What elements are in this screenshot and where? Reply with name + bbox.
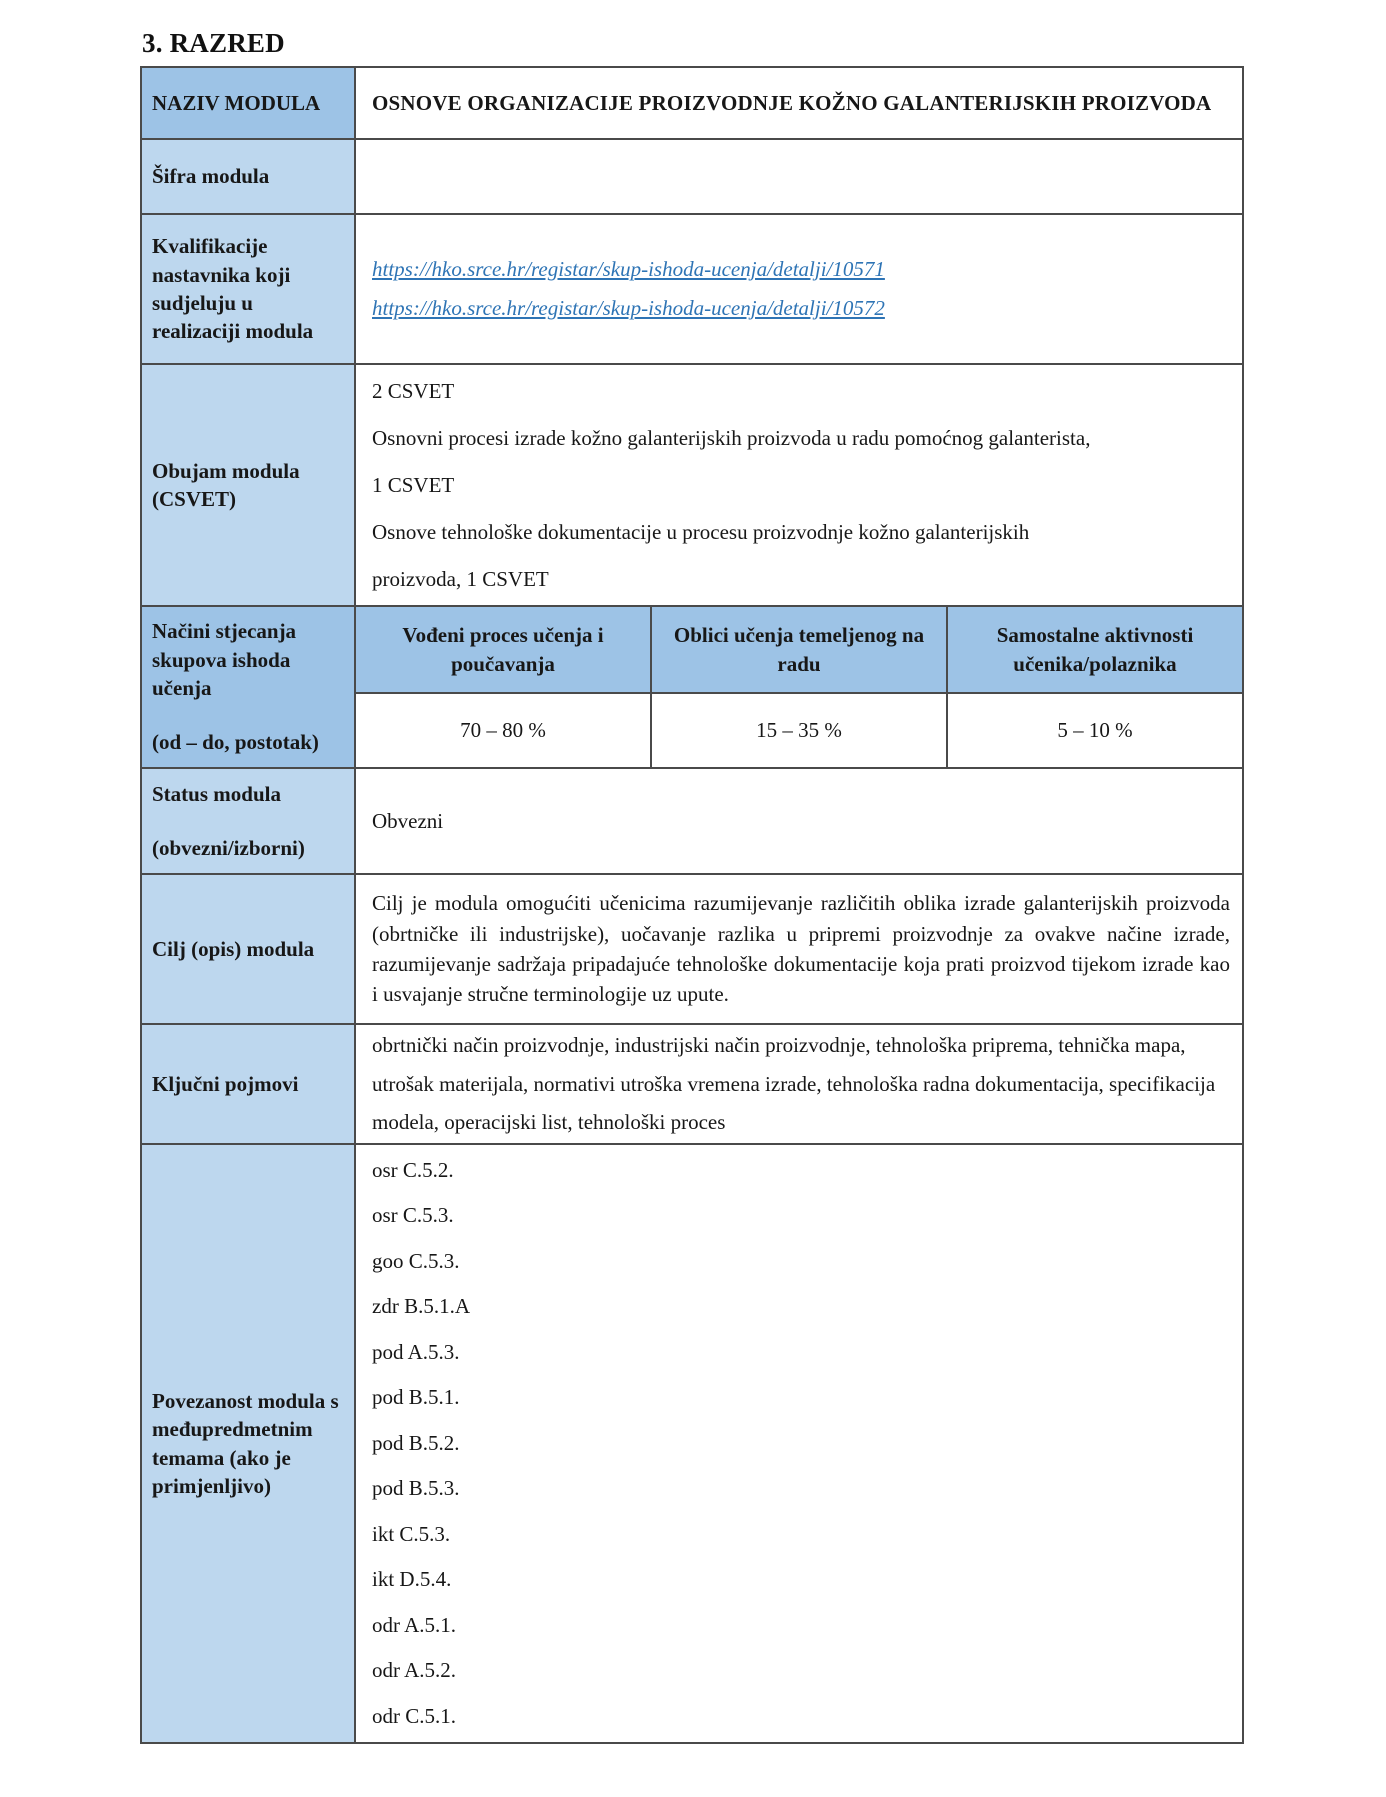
- obujam-line-5: proizvoda, 1 CSVET: [372, 566, 549, 591]
- nacini-col-samostalne-value: 5 – 10 %: [948, 694, 1242, 767]
- row-nacini-stjecanja: [142, 607, 1242, 769]
- obujam-line-1: 2 CSVET: [372, 378, 455, 403]
- povezanost-item: osr C.5.3.: [372, 1203, 454, 1228]
- row-obujam-modula: [142, 365, 1242, 607]
- module-table: [140, 66, 1244, 1744]
- povezanost-item: odr C.5.1.: [372, 1703, 456, 1728]
- povezanost-item: pod B.5.2.: [372, 1430, 460, 1455]
- nacini-label-sub: (od – do, postotak): [152, 730, 319, 755]
- povezanost-item: ikt D.5.4.: [372, 1567, 452, 1592]
- row-kljucni-pojmovi: [142, 1025, 1242, 1145]
- nacini-col-oblici-value: 15 – 35 %: [652, 694, 946, 767]
- status-label-main: Status modula: [152, 781, 281, 806]
- row-cilj-label: Cilj (opis) modula: [142, 875, 356, 1023]
- povezanost-item: pod B.5.3.: [372, 1476, 460, 1501]
- row-obujam-label: Obujam modula (CSVET): [142, 365, 356, 605]
- nacini-col-oblici-header: Oblici učenja temeljenog na radu: [652, 607, 946, 694]
- nacini-col-oblici: [652, 607, 948, 767]
- status-value: Obvezni: [372, 808, 444, 833]
- module-name-value: OSNOVE ORGANIZACIJE PROIZVODNJE KOŽNO GALANTERIJSKIH PROIZVODA: [372, 90, 1212, 115]
- povezanost-list: [356, 1145, 1242, 1742]
- nacini-col-vodeni-header: Vođeni proces učenja i poučavanja: [356, 607, 650, 694]
- row-kljucni-label: Ključni pojmovi: [142, 1025, 356, 1143]
- nacini-columns: [356, 607, 1242, 767]
- obujam-line-3: 1 CSVET: [372, 472, 455, 497]
- row-sifra-label: Šifra modula: [142, 140, 356, 213]
- obujam-line-4: Osnove tehnološke dokumentacije u procesu proizvodnje kožno galanterijskih: [372, 519, 1030, 544]
- cilj-value: Cilj je modula omogućiti učenicima razumijevanje različitih oblika izrade galanterijskih proizvoda (obrtničke ili industrijske), uočavanje razlika u pripremi proizvodnje za ovakve načine izrade, razumijevanje sadržaja pripadajuće tehnološke dokumentacije koja prati proizvod tijekom izrade kao i usvajanje stručne terminologije uz upute.: [372, 891, 1230, 1007]
- povezanost-item: pod B.5.1.: [372, 1385, 460, 1410]
- hko-link-10572[interactable]: https://hko.srce.hr/registar/skup-ishoda-ucenja/detalji/10572: [372, 296, 885, 320]
- row-cilj-modula: [142, 875, 1242, 1025]
- row-kvalifikacije: [142, 215, 1242, 365]
- nacini-col-samostalne-header: Samostalne aktivnosti učenika/polaznika: [948, 607, 1242, 694]
- obujam-line-2: Osnovni procesi izrade kožno galanterijskih proizvoda u radu pomoćnog galanterista,: [372, 425, 1091, 450]
- row-sifra-modula: [142, 140, 1242, 215]
- row-naziv-modula: [142, 68, 1242, 140]
- row-nacini-label: [142, 607, 356, 767]
- row-naziv-label: NAZIV MODULA: [142, 68, 356, 138]
- nacini-label-main: Načini stjecanja skupova ishoda učenja: [152, 619, 297, 700]
- nacini-col-samostalne: [948, 607, 1242, 767]
- row-kvalifikacije-label: Kvalifikacije nastavnika koji sudjeluju u realizaciji modula: [142, 215, 356, 363]
- row-status-label: [142, 769, 356, 873]
- povezanost-item: goo C.5.3.: [372, 1248, 460, 1273]
- povezanost-item: odr A.5.2.: [372, 1658, 456, 1683]
- hko-link-10571[interactable]: https://hko.srce.hr/registar/skup-ishoda-ucenja/detalji/10571: [372, 257, 885, 281]
- nacini-col-vodeni-value: 70 – 80 %: [356, 694, 650, 767]
- status-label-sub: (obvezni/izborni): [152, 836, 305, 860]
- row-status-modula: [142, 769, 1242, 875]
- povezanost-item: pod A.5.3.: [372, 1339, 460, 1364]
- povezanost-item: osr C.5.2.: [372, 1157, 454, 1182]
- page-title: 3. RAZRED: [142, 28, 285, 58]
- povezanost-item: odr A.5.1.: [372, 1612, 456, 1637]
- row-povezanost-label: Povezanost modula s međupredmetnim temama (ako je primjenljivo): [142, 1145, 356, 1742]
- povezanost-item: ikt C.5.3.: [372, 1521, 451, 1546]
- povezanost-item: zdr B.5.1.A: [372, 1294, 470, 1319]
- kljucni-value: obrtnički način proizvodnje, industrijski način proizvodnje, tehnološka priprema, tehnička mapa, utrošak materijala, normativi utroška vremena izrade, tehnološka radna dokumentacija, specifikacija modela, operacijski list, tehnološki proces: [372, 1032, 1216, 1135]
- nacini-col-vodeni: [356, 607, 652, 767]
- row-povezanost: [142, 1145, 1242, 1742]
